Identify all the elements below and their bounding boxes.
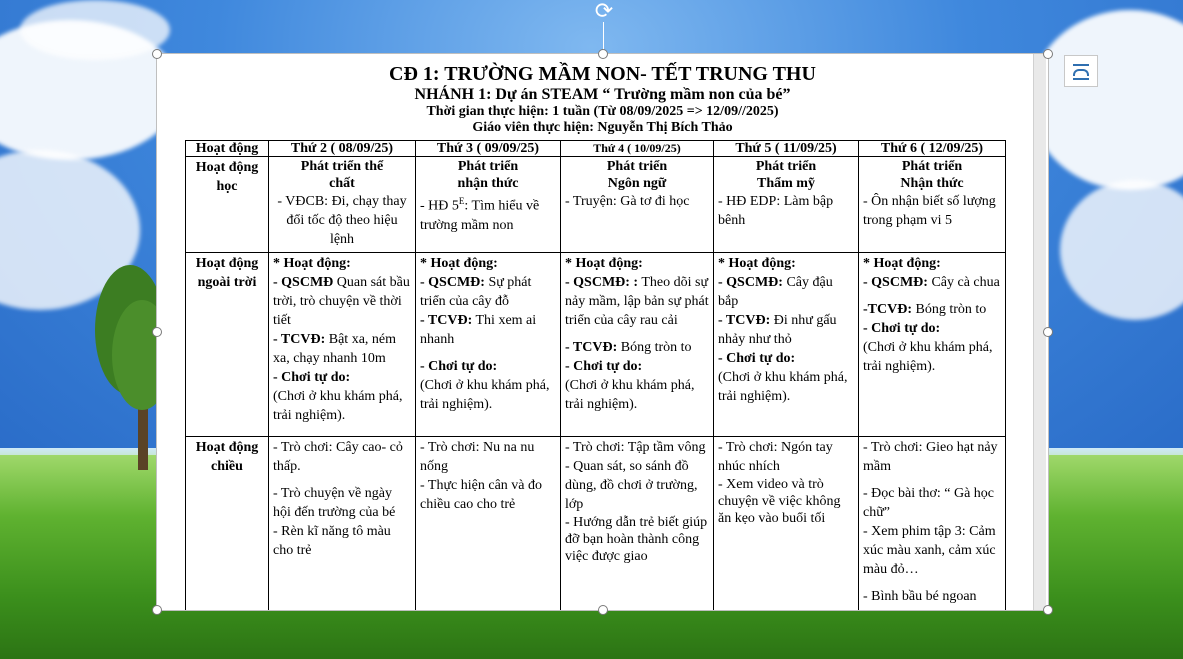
cell-subject: Phát triển thể chất (300, 159, 384, 191)
qscmd-text: Theo dõi sự nảy mầm, lập bản sự phát triển của cây rau cải (565, 275, 709, 328)
afternoon-item: - Rèn kĩ năng tô màu cho trẻ (273, 524, 391, 558)
weekly-plan-table (185, 140, 1006, 610)
qscmd-text: Cây đậu bắp (718, 275, 833, 309)
qscmd-line (718, 273, 854, 311)
row-label-ngoai-troi: Hoạt động ngoài trời (186, 253, 269, 437)
qscmd-label: - QSCMĐ (273, 275, 334, 290)
qscmd-label: - QSCMĐ: (420, 275, 485, 290)
cell-hoc-fri (859, 157, 1006, 253)
header-thursday: Thứ 5 ( 11/09/25) (714, 141, 859, 157)
afternoon-item: - Trò chơi: Nu na nu nống (420, 440, 535, 474)
resize-handle-top-left[interactable] (152, 49, 162, 59)
tcvd-text: Đi như gấu nhảy như thỏ (718, 313, 837, 347)
afternoon-item: - Trò chơi: Cây cao- cỏ thấp. (273, 440, 403, 474)
cell-subject: Phát triển Ngôn ngữ (606, 159, 668, 191)
afternoon-item: - Thực hiện cân và đo chiều cao cho trẻ (420, 478, 543, 512)
free-play-note: (Chơi ở khu khám phá, trải nghiệm). (420, 378, 550, 412)
resize-handle-right[interactable] (1043, 327, 1053, 337)
afternoon-item: - Xem video và trò chuyện về việc không ăn kẹo vào buổi tối (718, 477, 841, 526)
afternoon-item: - Hướng dẫn trẻ biết giúp đỡ bạn hoàn thành công việc được giao (565, 515, 708, 564)
activity-heading: * Hoạt động: (273, 256, 351, 271)
qscmd-label: - QSCMĐ: (863, 275, 928, 290)
cell-ngoaitroi-tue (416, 253, 561, 437)
free-play-note: (Chơi ở khu khám phá, trải nghiệm). (273, 389, 403, 423)
tcvd-text: Bật xa, ném xa, chạy nhanh 10m (273, 332, 397, 366)
cell-chieu-wed (561, 437, 714, 611)
cell-chieu-fri (859, 437, 1006, 611)
free-play-label: - Chơi tự do: (565, 359, 643, 374)
activity-heading: * Hoạt động: (718, 256, 796, 271)
cell-ngoaitroi-wed (561, 253, 714, 437)
cloud-left-3 (20, 0, 170, 60)
row-label-hoc: Hoạt động học (186, 157, 269, 253)
free-play-label: - Chơi tự do: (863, 321, 941, 336)
header-monday: Thứ 2 ( 08/09/25) (269, 141, 416, 157)
cell-ngoaitroi-thu (714, 253, 859, 437)
cell-subject: Phát triển nhận thức (457, 159, 519, 191)
cell-text: - Ôn nhận biết số lượng trong phạm vi 5 (863, 194, 996, 228)
rotate-handle-line (603, 22, 604, 50)
afternoon-item: - Xem phim tập 3: Cảm xúc màu xanh, cảm xúc màu đỏ… (863, 524, 996, 577)
qscmd-text: Sự phát triển của cây đỗ (420, 275, 532, 309)
cell-text: - VĐCB: Đi, chạy thay đổi tốc độ theo hiệu lệnh (277, 194, 407, 247)
slide-canvas[interactable] (157, 54, 1048, 610)
free-play-note: (Chơi ở khu khám phá, trải nghiệm). (863, 340, 993, 374)
tcvd-label: -TCVĐ: (863, 302, 912, 317)
tcvd-line (863, 300, 1001, 319)
header-friday: Thứ 6 ( 12/09/25) (859, 141, 1006, 157)
slide-title: CĐ 1: TRƯỜNG MẦM NON- TẾT TRUNG THU (389, 63, 816, 85)
slide-time: Thời gian thực hiện: 1 tuần (Từ 08/09/2025 => 12/09//2025) (426, 104, 779, 119)
tcvd-line (273, 330, 411, 368)
resize-handle-bottom-left[interactable] (152, 605, 162, 615)
tcvd-line (718, 311, 854, 349)
tcvd-label: - TCVĐ: (420, 313, 473, 328)
cell-text: - HĐ EDP: Làm bập bênh (718, 194, 834, 228)
text-part: : Tìm hiểu về trường mầm non (420, 198, 540, 233)
qscmd-line (273, 273, 411, 330)
tcvd-line (420, 311, 556, 349)
cell-hoc-tue (416, 157, 561, 253)
qscmd-text: Quan sát bầu trời, trò chuyện về thời tiết (273, 275, 410, 328)
qscmd-label: - QSCMĐ: : (565, 275, 639, 290)
cell-chieu-mon (269, 437, 416, 611)
slide-subtitle: NHÁNH 1: Dự án STEAM “ Trường mầm non của bé” (414, 86, 791, 103)
free-play-label: - Chơi tự do: (273, 370, 351, 385)
cell-text: - Truyện: Gà tơ đi học (565, 194, 690, 209)
layout-options-button[interactable] (1064, 55, 1098, 87)
cell-hoc-mon (269, 157, 416, 253)
header-tuesday: Thứ 3 ( 09/09/25) (416, 141, 561, 157)
cell-subject: Phát triển Nhận thức (900, 159, 964, 191)
header-activity: Hoạt động (186, 141, 269, 157)
tcvd-text: Bóng tròn to (617, 340, 692, 355)
resize-handle-left[interactable] (152, 327, 162, 337)
rotate-handle-icon[interactable]: ⟳ (594, 0, 614, 24)
afternoon-item: - Quan sát, so sánh đồ dùng, đồ chơi ở trường, lớp (565, 459, 698, 512)
activity-heading: * Hoạt động: (863, 256, 941, 271)
resize-handle-bottom-right[interactable] (1043, 605, 1053, 615)
tcvd-label: - TCVĐ: (565, 340, 618, 355)
cell-ngoaitroi-fri (859, 253, 1006, 437)
header-wednesday: Thứ 4 ( 10/09/25) (561, 141, 714, 157)
qscmd-text: Cây cà chua (927, 275, 1000, 290)
afternoon-item: - Trò chơi: Ngón tay nhúc nhích (718, 440, 833, 474)
afternoon-item: - Trò chuyện về ngày hội đến trường của bé (273, 486, 396, 520)
resize-handle-top-right[interactable] (1043, 49, 1053, 59)
activity-heading: * Hoạt động: (565, 256, 643, 271)
slide-titles (157, 62, 1048, 136)
tcvd-label: - TCVĐ: (718, 313, 771, 328)
free-play-label: - Chơi tự do: (718, 351, 796, 366)
cell-hoc-thu (714, 157, 859, 253)
qscmd-line (863, 273, 1001, 292)
text-part: - HĐ 5 (420, 198, 459, 214)
afternoon-item: - Bình bầu bé ngoan (863, 589, 977, 604)
tcvd-label: - TCVĐ: (273, 332, 326, 347)
free-play-label: - Chơi tự do: (420, 359, 498, 374)
qscmd-line (420, 273, 556, 311)
cell-chieu-tue (416, 437, 561, 611)
afternoon-item: - Đọc bài thơ: “ Gà học chữ” (863, 486, 995, 520)
table-header-row (186, 141, 1006, 157)
afternoon-item: - Trò chơi: Tập tầm vông (565, 440, 706, 455)
table-row (186, 437, 1006, 611)
tcvd-text: Bóng tròn to (912, 302, 987, 317)
afternoon-item: - Trò chơi: Gieo hạt nảy mầm (863, 440, 998, 474)
resize-handle-bottom[interactable] (598, 605, 608, 615)
cell-text (420, 192, 556, 235)
activity-heading: * Hoạt động: (420, 256, 498, 271)
text-sup: E (458, 196, 465, 206)
free-play-note: (Chơi ở khu khám phá, trải nghiệm). (565, 378, 695, 412)
cell-chieu-thu (714, 437, 859, 611)
resize-handle-top[interactable] (598, 49, 608, 59)
slide-teacher: Giáo viên thực hiện: Nguyễn Thị Bích Thảo (472, 120, 733, 135)
tcvd-text: Thi xem ai nhanh (420, 313, 537, 347)
cell-subject: Phát triển Thẩm mỹ (755, 159, 817, 191)
tcvd-line (565, 338, 709, 357)
free-play-note: (Chơi ở khu khám phá, trải nghiệm). (718, 370, 848, 404)
table-row (186, 157, 1006, 253)
qscmd-label: - QSCMĐ: (718, 275, 783, 290)
table-row (186, 253, 1006, 437)
cell-ngoaitroi-mon (269, 253, 416, 437)
qscmd-line (565, 273, 709, 330)
cell-hoc-wed (561, 157, 714, 253)
row-label-chieu: Hoạt động chiều (186, 437, 269, 611)
